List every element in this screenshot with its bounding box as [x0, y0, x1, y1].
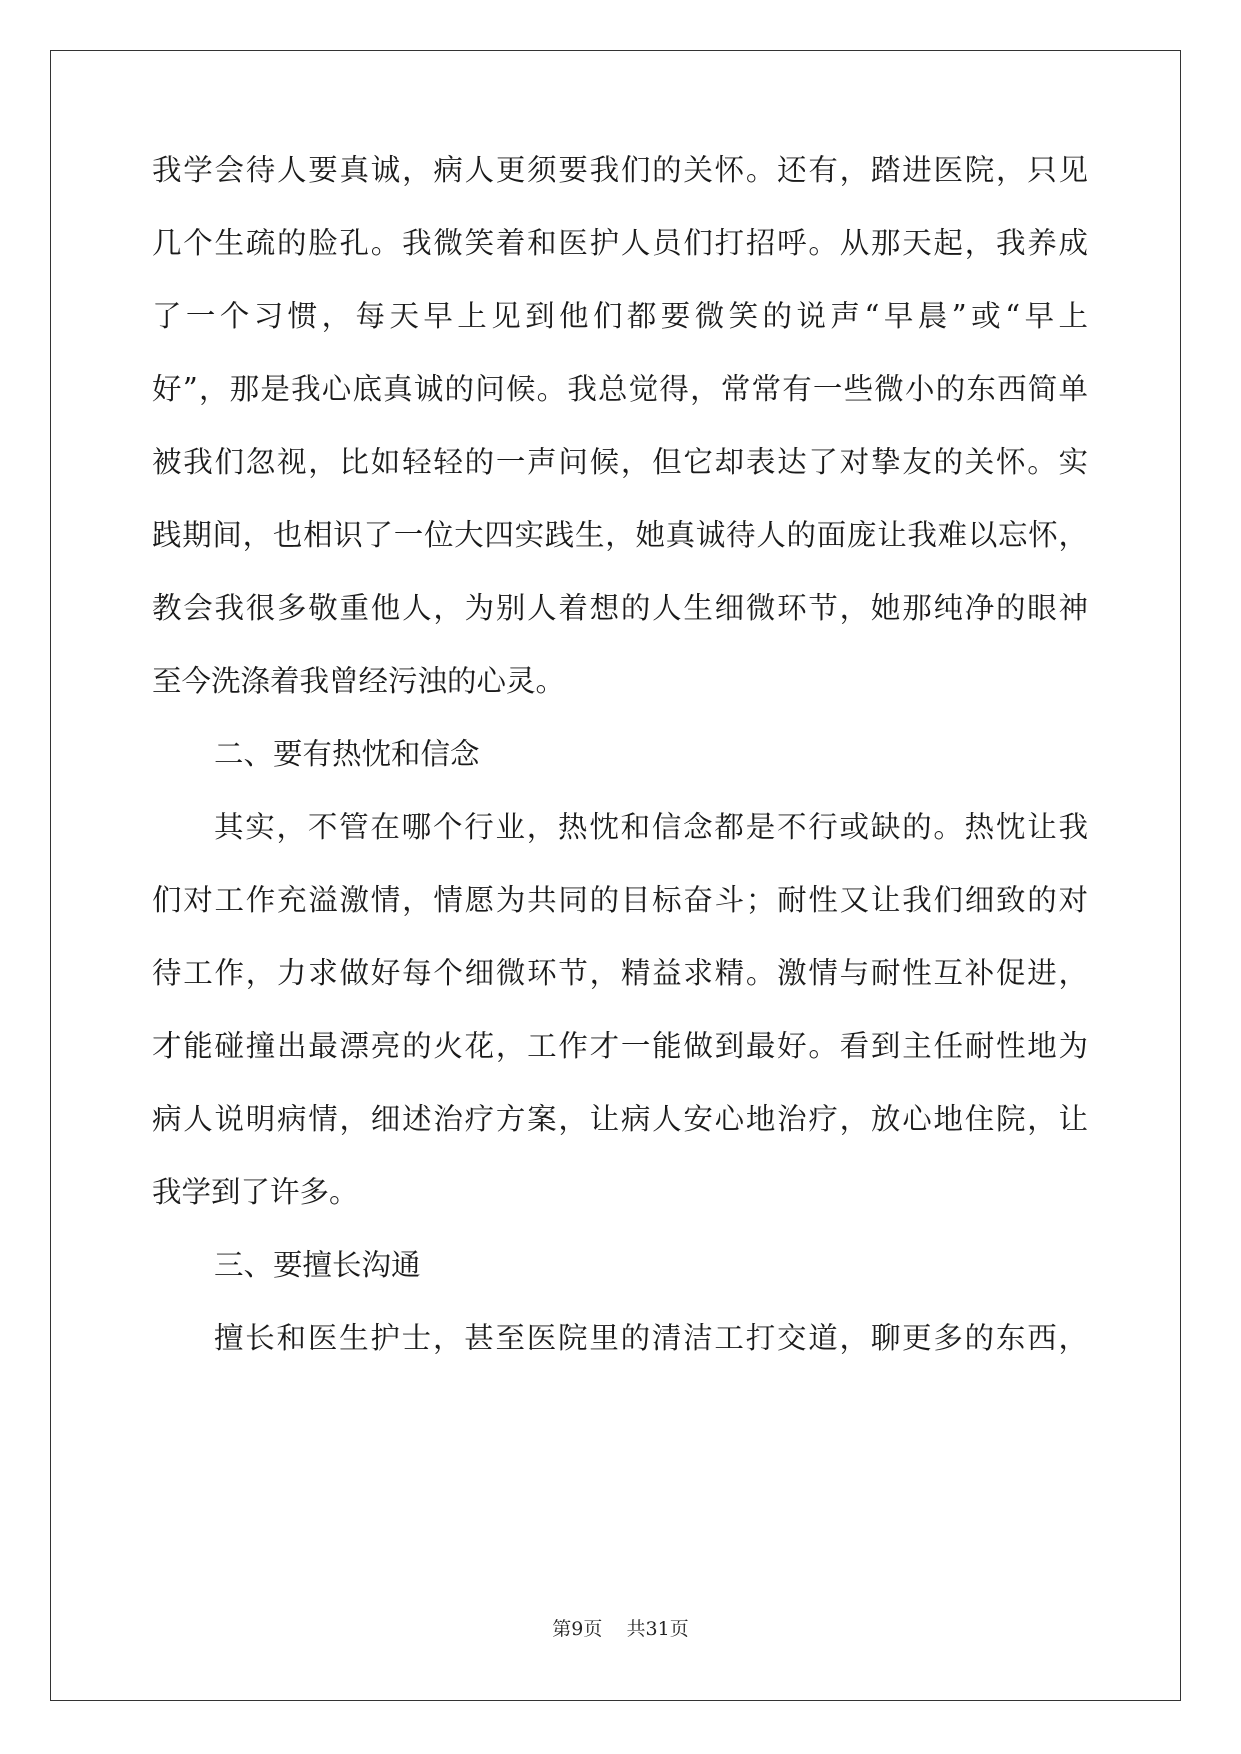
- text-line: 好”，那是我心底真诚的问候。我总觉得，常常有一些微小的东西简单: [152, 372, 1088, 406]
- text-line: 其实，不管在哪个行业，热忱和信念都是不行或缺的。热忱让我: [214, 810, 1088, 844]
- page-label-suffix: 页: [583, 1618, 603, 1640]
- text-line: 们对工作充溢激情，情愿为共同的目标奋斗；耐性又让我们细致的对: [152, 883, 1088, 917]
- page-footer: [0, 1617, 1241, 1641]
- total-label-prefix: 共: [626, 1618, 646, 1640]
- text-line: 病人说明病情，细述治疗方案，让病人安心地治疗，放心地住院，让: [152, 1102, 1088, 1136]
- text-line: 我学会待人要真诚，病人更须要我们的关怀。还有，踏进医院，只见: [152, 153, 1088, 187]
- total-label-suffix: 页: [669, 1618, 689, 1640]
- total-pages: 31: [645, 1618, 670, 1640]
- text-line: 我学到了许多。: [152, 1175, 359, 1209]
- text-line: 待工作，力求做好每个细微环节，精益求精。激情与耐性互补促进，: [152, 956, 1088, 990]
- text-line: 几个生疏的脸孔。我微笑着和医护人员们打招呼。从那天起，我养成: [152, 226, 1088, 260]
- text-line: 才能碰撞出最漂亮的火花，工作才一能做到最好。看到主任耐性地为: [152, 1029, 1088, 1063]
- page-number: 9: [571, 1618, 584, 1640]
- text-line: 擅长和医生护士，甚至医院里的清洁工打交道，聊更多的东西，: [214, 1321, 1088, 1355]
- text-line: 践期间，也相识了一位大四实践生，她真诚待人的面庞让我难以忘怀，: [152, 518, 1088, 552]
- page-label-prefix: 第: [552, 1618, 572, 1640]
- section-heading: 二、要有热忱和信念: [214, 737, 480, 771]
- text-line: 了一个习惯，每天早上见到他们都要微笑的说声“早晨”或“早上: [152, 299, 1088, 333]
- text-line: 至今洗涤着我曾经污浊的心灵。: [152, 664, 566, 698]
- text-line: 被我们忽视，比如轻轻的一声问候，但它却表达了对挚友的关怀。实: [152, 445, 1088, 479]
- section-heading: 三、要擅长沟通: [214, 1248, 421, 1282]
- text-line: 教会我很多敬重他人，为别人着想的人生细微环节，她那纯净的眼神: [152, 591, 1088, 625]
